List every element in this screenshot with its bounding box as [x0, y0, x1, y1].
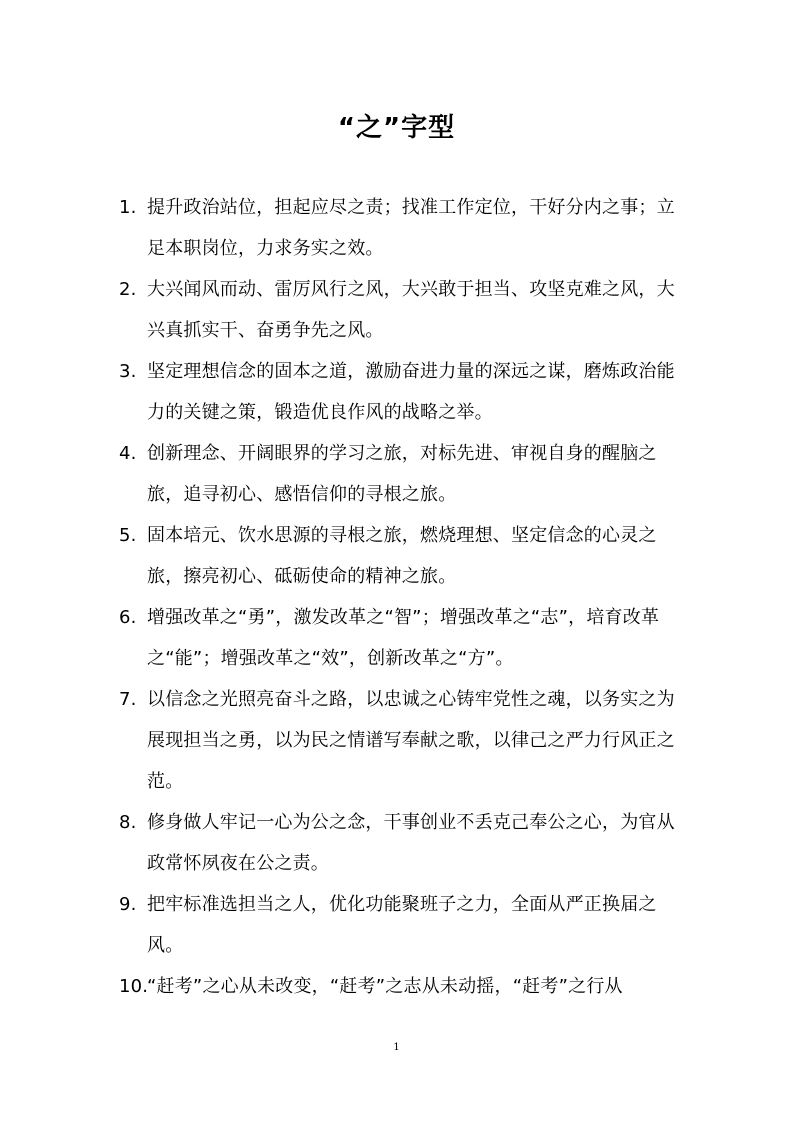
item-text: 固本培元、饮水思源的寻根之旅，燃烧理想、坚定信念的心灵之旅，擦亮初心、砥砺使命的精神之旅。: [147, 525, 657, 587]
item-number: 9.: [119, 894, 137, 915]
list-item: [119, 351, 679, 433]
item-text: 增强改革之“勇”，激发改革之“智”；增强改革之“志”，培育改革之“能”；增强改革之“效”，创新改革之“方”。: [147, 607, 660, 669]
item-number: 3.: [119, 361, 137, 382]
list-item: [119, 679, 679, 802]
item-number: 7.: [119, 689, 137, 710]
item-text: 大兴闻风而动、雷厉风行之风，大兴敢于担当、攻坚克难之风，大兴真抓实干、奋勇争先之风。: [147, 279, 675, 341]
list-item: [119, 884, 679, 966]
item-text: “赶考”之心从未改变，“赶考”之志从未动摇，“赶考”之行从: [147, 976, 623, 997]
item-number: 8.: [119, 812, 137, 833]
list-item: [119, 597, 679, 679]
item-number: 2.: [119, 279, 137, 300]
list-item: [119, 802, 679, 884]
item-number: 10.: [119, 976, 149, 997]
item-text: 创新理念、开阔眼界的学习之旅，对标先进、审视自身的醒脑之旅，追寻初心、感悟信仰的寻根之旅。: [147, 443, 657, 505]
numbered-list: [119, 187, 679, 1007]
list-item: [119, 187, 679, 269]
item-text: 修身做人牢记一心为公之念，干事创业不丢克己奉公之心，为官从政常怀夙夜在公之责。: [147, 812, 675, 874]
item-text: 以信念之光照亮奋斗之路，以忠诚之心铸牢党性之魂，以务实之为展现担当之勇，以为民之情谱写奉献之歌，以律己之严力行风正之范。: [147, 689, 675, 792]
item-text: 把牢标准选担当之人，优化功能聚班子之力，全面从严正换届之风。: [147, 894, 657, 956]
list-item: [119, 515, 679, 597]
item-number: 6.: [119, 607, 137, 628]
item-number: 4.: [119, 443, 137, 464]
item-number: 5.: [119, 525, 137, 546]
document-title: “之”字型: [337, 113, 456, 143]
list-item: [119, 966, 679, 1007]
item-text: 坚定理想信念的固本之道，激励奋进力量的深远之谋，磨炼政治能力的关键之策，锻造优良作风的战略之举。: [147, 361, 675, 423]
list-item: [119, 433, 679, 515]
list-item: [119, 269, 679, 351]
page-number: 1: [393, 1042, 400, 1053]
item-text: 提升政治站位，担起应尽之责；找准工作定位，干好分内之事；立足本职岗位，力求务实之效。: [147, 197, 675, 259]
item-number: 1.: [119, 197, 137, 218]
